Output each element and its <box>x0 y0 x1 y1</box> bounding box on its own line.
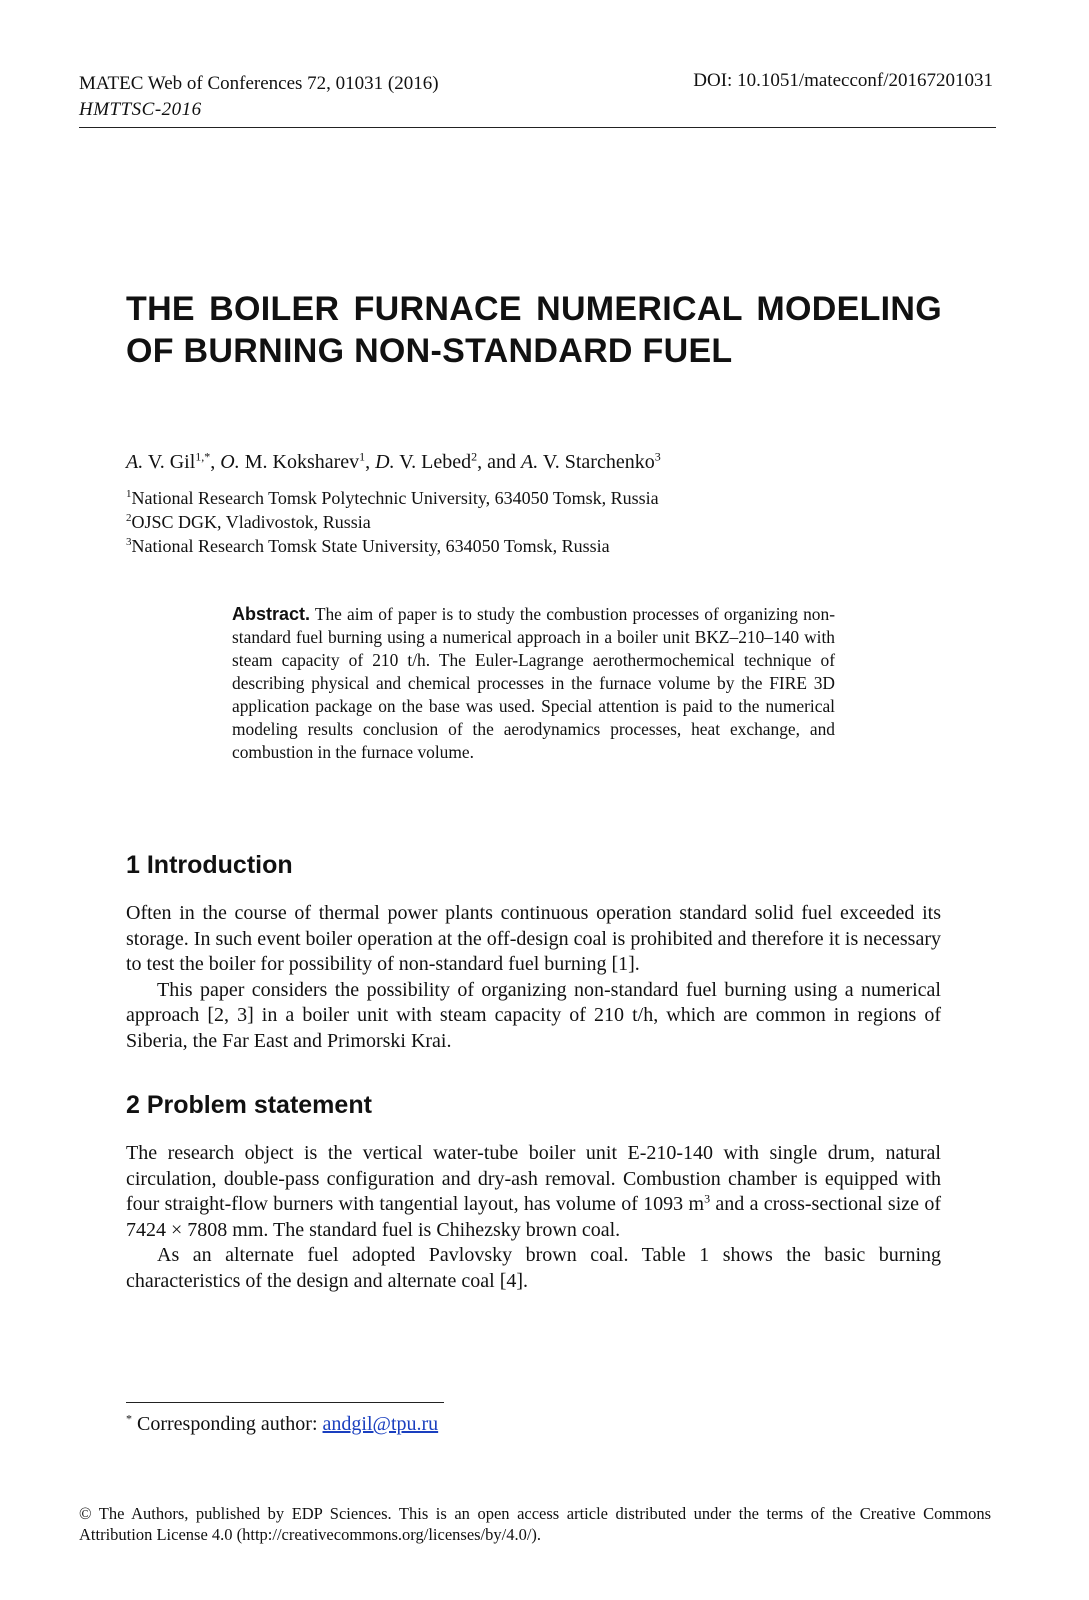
author-name: M. Koksharev <box>244 451 360 473</box>
paragraph: Often in the course of thermal power plants continuous operation standard solid fuel exceeded its storage. In such event boiler operation at the off-design coal is prohibited and therefore it is necessary to test the boiler for possibility of non-standard fuel burning [1]. <box>126 902 941 975</box>
section-body-introduction <box>126 901 941 1054</box>
paragraph-text: and a cross-sectional size of 7424 × 7808 mm. The standard fuel is Chihezsky brown coal. <box>126 1193 942 1241</box>
abstract-label: Abstract. <box>232 604 311 624</box>
license-notice: © The Authors, published by EDP Sciences. This is an open access article distributed under the terms of the Creative Commons Attribution License 4.0 (http://creativecommons.org/licenses/by/4.0/). <box>79 1504 991 1544</box>
unit-exponent: 3 <box>704 1191 711 1206</box>
affiliation-item <box>126 534 659 558</box>
section-heading-problem-statement: 2 Problem statement <box>126 1091 372 1119</box>
affiliation-number: 1 <box>126 488 132 500</box>
author-name: V. Gil <box>147 451 196 473</box>
affiliation-number: 2 <box>126 512 132 524</box>
paper-title: THE BOILER FURNACE NUMERICAL MODELING OF BURNING NON-STANDARD FUEL <box>126 290 942 370</box>
affiliation-number: 3 <box>126 536 132 548</box>
abstract-text: The aim of paper is to study the combustion processes of organizing non-standard fuel burning using a numerical approach in a boiler unit BKZ–210–140 with steam capacity of 210 t/h. The Euler-Lagrange aerothermochemical technique of describing physical and chemical processes in the furnace volume by the FIRE 3D application package on the base was used. Special attention is paid to the numerical modeling results conclusion of the aerodynamics processes, heat exchange, and combustion in the furnace volume. <box>232 604 835 762</box>
author-affiliation-mark: 2 <box>471 449 478 464</box>
author-list: A. V. Gil$^{1,*}$, O. M. Koksharev$^1$, D. V. Lebed$^2$, and A. V. Starchenko$^3$ <box>126 449 661 473</box>
author-affiliation-mark: 1 <box>359 449 366 464</box>
paragraph-text: The research object is the vertical water-tube boiler unit E-210-140 with single drum, natural circulation, double-pass configuration and dry-ash removal. Combustion chamber is equipped with four straight-flow burners with tangential layout, has volume of 1093 m <box>126 1142 941 1215</box>
section-heading-introduction: 1 Introduction <box>126 851 293 879</box>
affiliation-text: OJSC DGK, Vladivostok, Russia <box>131 512 371 532</box>
affiliation-text: National Research Tomsk Polytechnic University, 634050 Tomsk, Russia <box>131 488 659 508</box>
header-divider <box>79 127 996 128</box>
affiliation-list <box>126 486 659 558</box>
section-body-problem-statement <box>126 1141 941 1294</box>
footnote-divider <box>126 1402 444 1403</box>
author-initial: D. <box>375 451 395 473</box>
paragraph: This paper considers the possibility of organizing non-standard fuel burning using a numerical approach [2, 3] in a boiler unit with steam capacity of 210 t/h, which are common in regions of Siberia, the Far East and Primorski Krai. <box>126 978 941 1052</box>
author-initial: A. <box>521 451 539 473</box>
running-header <box>79 71 439 123</box>
doi-label: DOI: 10.1051/matecconf/20167201031 <box>693 70 993 91</box>
author-name: V. Starchenko <box>542 451 655 473</box>
footnote-label: Corresponding author: <box>137 1413 318 1435</box>
abstract <box>232 603 835 764</box>
conference-short-name: HMTTSC-2016 <box>79 99 202 120</box>
author-affiliation-mark: 3 <box>654 449 661 464</box>
affiliation-item <box>126 510 659 534</box>
affiliation-item <box>126 486 659 510</box>
corresponding-author-email-link[interactable]: andgil@tpu.ru <box>322 1413 439 1435</box>
paragraph: As an alternate fuel adopted Pavlovsky brown coal. Table 1 shows the basic burning characteristics of the design and alternate coal [4]. <box>126 1244 941 1292</box>
author-name: V. Lebed <box>399 451 472 473</box>
paragraph <box>126 1141 941 1243</box>
author-initial: A. <box>126 451 144 473</box>
author-initial: O. <box>220 451 240 473</box>
conference-citation: MATEC Web of Conferences 72, 01031 (2016) <box>79 73 439 94</box>
affiliation-text: National Research Tomsk State University, 634050 Tomsk, Russia <box>131 536 610 556</box>
author-affiliation-mark: 1,* <box>195 449 211 464</box>
footnote-mark: * <box>126 1411 132 1426</box>
footnote <box>126 1413 438 1436</box>
